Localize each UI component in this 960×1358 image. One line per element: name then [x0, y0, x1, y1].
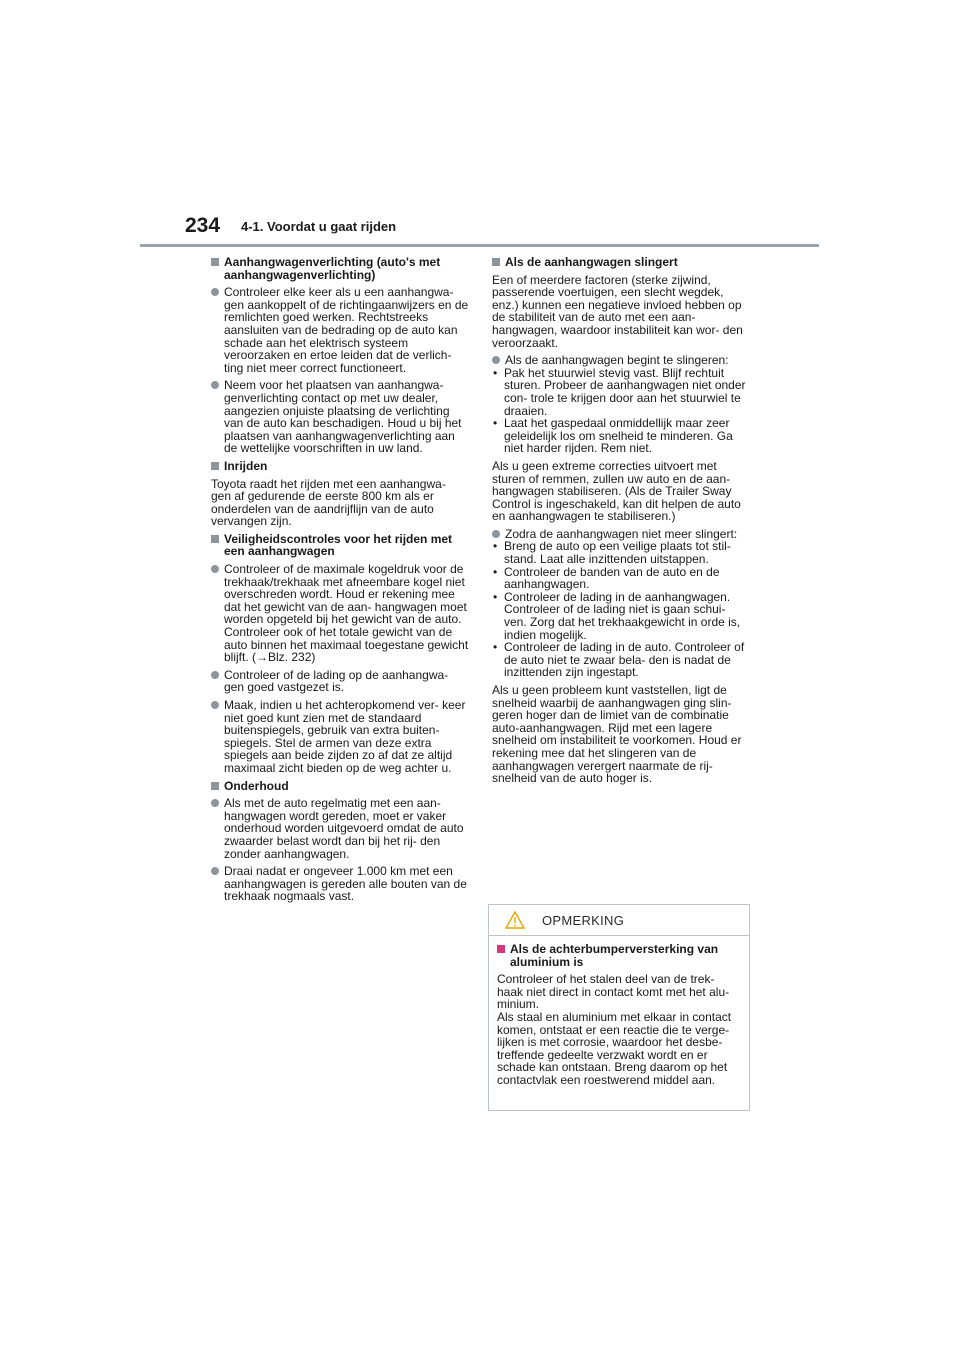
dash-item: • Breng de auto op een veilige plaats tot stil- stand. Laat alle inzittenden uitstappen. [492, 540, 750, 565]
page-number: 234 [185, 214, 221, 237]
bullet-item: Controleer of de maximale kogeldruk voor de trekhaak/trekhaak met afneembare kogel niet overschreden wordt. Houd er rekening mee dat het gewicht van de aan- hangwagen moet worden opgeteld bij het gewicht van de auto. Controleer ook of het totale gewicht van de auto binnen het maximaal toegestane gewicht blijft. (→Blz. 232) [211, 563, 469, 664]
section-title: 4-1. Voordat u gaat rijden [241, 219, 397, 234]
bullet-item: Draai nadat er ongeveer 1.000 km met een aanhangwagen is gereden alle bouten van de trekhaak nogmaals vast. [211, 865, 469, 903]
notice-heading: Als de achterbumperversterking van aluminium is [497, 943, 741, 968]
dash-item: • Pak het stuurwiel stevig vast. Blijf rechtuit sturen. Probeer de aanhangwagen niet onder con- trole te krijgen door aan het stuurwiel te draaien. [492, 367, 750, 417]
left-column [211, 256, 469, 908]
paragraph: Als staal en aluminium met elkaar in contact komen, ontstaat er een reactie die te verge- lijken is met corrosie, waardoor het desbe- treffende gedeelte verzwakt wordt en er schade kan ontstaan. Breng daarom op het contactvlak een roestwerend middel aan. [497, 1009, 732, 1087]
paragraph: Controleer of het stalen deel van de trek- haak niet direct in contact komt met het alu- minium. [497, 972, 730, 1012]
paragraph: Toyota raadt het rijden met een aanhangwa- gen af gedurende de eerste 800 km als er onderdelen van de aandrijflijn van de auto vervangen zijn. [211, 476, 446, 529]
bullet-item: Maak, indien u het achteropkomend ver- keer niet goed kunt zien met de standaard buitenspiegels, gebruik van extra buiten- spiegels. Stel de armen van deze extra spiegels aan beide zijden zo af dat ze altijd maximaal zicht bieden op de weg achter u. [211, 699, 469, 775]
paragraph: Als u geen probleem kunt vaststellen, ligt de snelheid waarbij de aanhangwagen ging slin- geren hoger dan de limiet van de combinatie auto-aanhangwagen. Rijd met een lagere snelheid om instabiliteit te voorkomen. Houd er rekening mee dat het slingeren van de aanhangwagen verergert naarmate de rij- snelheid van de auto hoger is. [492, 683, 742, 786]
heading-safety-checks: Veiligheidscontroles voor het rijden met een aanhangwagen [211, 533, 469, 558]
dash-item: • Controleer de lading in de aanhangwagen. Controleer of de lading niet is gaan schui- ven. Zorg dat het trekhaakgewicht in orde is, indien mogelijk. [492, 591, 750, 641]
dash-item: • Controleer de lading in de auto. Controleer of de auto niet te zwaar bela- den is nadat de inzittenden zijn ingestapt. [492, 641, 750, 679]
heading-maintenance: Onderhoud [211, 780, 469, 793]
notice-body [489, 936, 749, 1087]
dash-item: • Laat het gaspedaal onmiddellijk maar zeer geleidelijk los om snelheid te minderen. Ga niet harder rijden. Rem niet. [492, 417, 750, 455]
bullet-item: Controleer of de lading op de aanhangwa- gen goed vastgezet is. [211, 669, 469, 694]
bullet-item: Neem voor het plaatsen van aanhangwa- genverlichting contact op met uw dealer, aangezien onjuiste plaatsing de verlichting van de auto kan beschadigen. Houd u bij het plaatsen van aanhangwagenverlichting aan de wettelijke voorschriften in uw land. [211, 379, 469, 455]
bullet-item: Als met de auto regelmatig met een aan- hangwagen wordt gereden, moet er vaker onderhoud worden uitgevoerd omdat de auto zwaarder belast wordt dan bij het rij- den zonder aanhangwagen. [211, 797, 469, 860]
heading-trailer-sway: Als de aanhangwagen slingert [492, 256, 750, 269]
notice-box [488, 904, 750, 1111]
heading-run-in: Inrijden [211, 460, 469, 473]
paragraph: Als u geen extreme correcties uitvoert met sturen of remmen, zullen uw auto en de aan- hangwagen stabiliseren. (Als de Trailer Sway Control is ingeschakeld, kan dit helpen de auto en aanhangwagen te stabiliseren.) [492, 458, 741, 524]
bullet-item: Controleer elke keer als u een aanhangwa- gen aankoppelt of de richtingaanwijzers en de remlichten goed werken. Rechtstreeks aansluiten van de bedrading op de auto kan schade aan het elektrisch systeem veroorzaken en ertoe leiden dat de verlich- ting niet meer correct functioneert. [211, 286, 469, 374]
bullet-item: Zodra de aanhangwagen niet meer slingert: [492, 528, 750, 541]
warning-triangle-icon [505, 911, 525, 929]
heading-trailer-lights: Aanhangwagenverlichting (auto's met aanhangwagenverlichting) [211, 256, 469, 281]
dash-item: • Controleer de banden van de auto en de aanhangwagen. [492, 566, 750, 591]
right-column [492, 256, 750, 790]
notice-title: OPMERKING [542, 913, 625, 928]
notice-header [489, 905, 749, 936]
paragraph: Een of meerdere factoren (sterke zijwind, passerende voertuigen, een slecht wegdek, enz.) kunnen een negatieve invloed hebben op de stabiliteit van de auto met een aan- hangwagen, waardoor instabiliteit kan wor- den veroorzaakt. [492, 272, 743, 350]
header-rule [140, 244, 819, 247]
bullet-item: Als de aanhangwagen begint te slingeren: [492, 354, 750, 367]
